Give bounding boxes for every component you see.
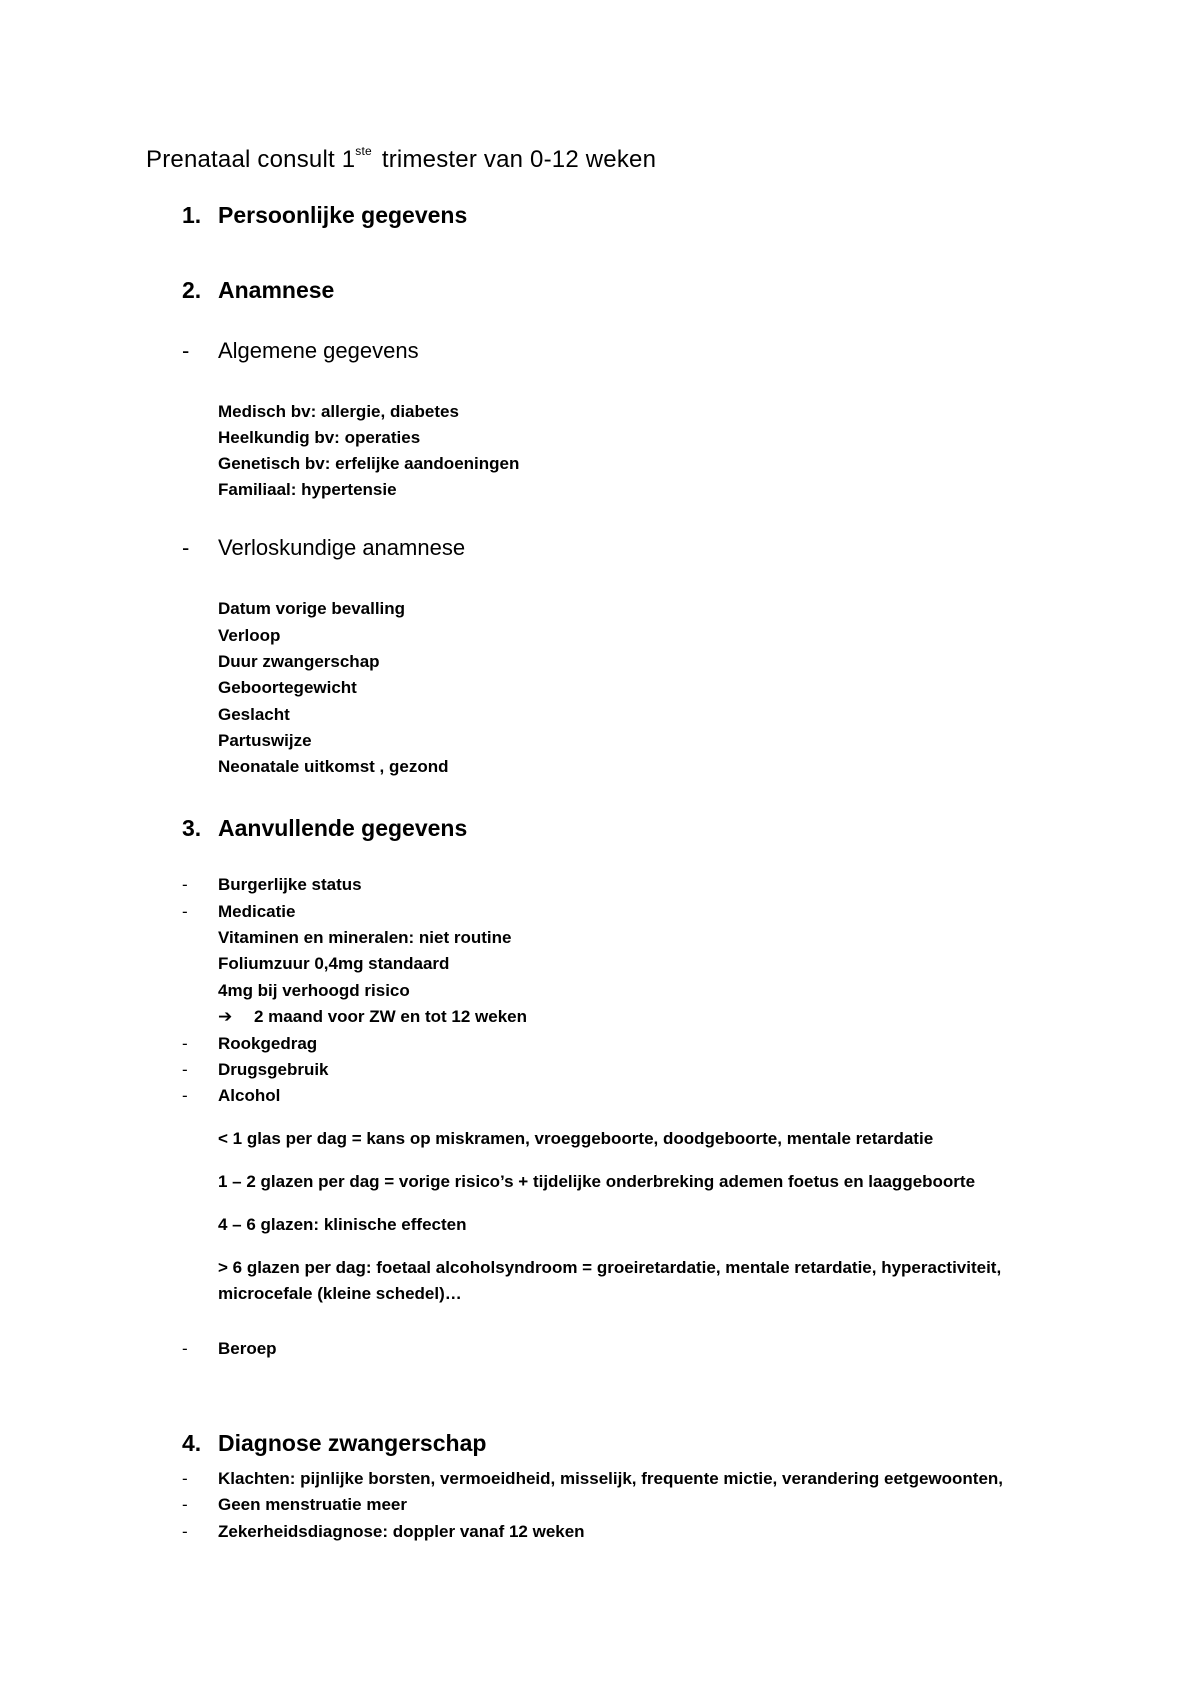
list-item-text: Beroep xyxy=(218,1339,277,1358)
list-item: Datum vorige bevalling xyxy=(218,599,406,618)
list-item: Heelkundig bv: operaties xyxy=(218,428,421,447)
section-number: 2. xyxy=(182,277,202,303)
list-dash: - xyxy=(182,1469,188,1488)
list-item-maand xyxy=(218,1007,527,1027)
section-number: 3. xyxy=(182,815,202,841)
list-item-risico: 4mg bij verhoogd risico xyxy=(218,981,410,1000)
list-item-text: 2 maand voor ZW en tot 12 weken xyxy=(254,1007,528,1026)
list-item-beroep xyxy=(182,1339,277,1359)
alcohol-note-3: 4 – 6 glazen: klinische effecten xyxy=(218,1215,467,1234)
list-item: Geslacht xyxy=(218,705,290,724)
alcohol-note-2: 1 – 2 glazen per dag = vorige risico’s + tijdelijke onderbreking ademen foetus en laaggeboorte xyxy=(218,1172,976,1191)
list-item-drugsgebruik xyxy=(182,1060,329,1080)
section-heading-2 xyxy=(182,277,334,304)
list-dash: - xyxy=(182,1060,188,1079)
subheading-label: Algemene gegevens xyxy=(218,338,419,363)
list-dash: - xyxy=(182,1034,188,1053)
section-heading-4 xyxy=(182,1430,486,1457)
list-item-medicatie xyxy=(182,902,295,922)
list-dash: - xyxy=(182,875,188,894)
alcohol-note-1: < 1 glas per dag = kans op miskramen, vroeggeboorte, doodgeboorte, mentale retardatie xyxy=(218,1129,934,1148)
arrow-right-icon: ➔ xyxy=(218,1007,233,1026)
list-item-text: Burgerlijke status xyxy=(218,875,362,894)
list-item-text: Zekerheidsdiagnose: doppler vanaf 12 weken xyxy=(218,1522,585,1541)
subheading-verloskundige xyxy=(182,535,465,561)
list-item: Neonatale uitkomst , gezond xyxy=(218,757,449,776)
list-dash: - xyxy=(182,902,188,921)
section-number: 1. xyxy=(182,202,202,228)
alcohol-note-4: > 6 glazen per dag: foetaal alcoholsyndroom = groeiretardatie, mentale retardatie, hyperactiviteit, xyxy=(218,1258,1002,1277)
list-item-burgerlijk xyxy=(182,875,362,895)
title-main: Prenataal consult 1 xyxy=(146,146,356,173)
section-number: 4. xyxy=(182,1430,202,1456)
list-item-alcohol xyxy=(182,1086,280,1106)
list-item: Duur zwangerschap xyxy=(218,652,380,671)
section-label: Anamnese xyxy=(218,277,335,303)
list-item-text: Drugsgebruik xyxy=(218,1060,329,1079)
subheading-label: Verloskundige anamnese xyxy=(218,535,466,560)
subheading-algemene xyxy=(182,338,419,364)
list-item-klachten xyxy=(182,1469,1003,1489)
list-item: Verloop xyxy=(218,626,281,645)
list-item-menstruatie xyxy=(182,1495,407,1515)
list-dash: - xyxy=(182,1339,188,1358)
list-item-vitaminen: Vitaminen en mineralen: niet routine xyxy=(218,928,512,947)
list-dash: - xyxy=(182,1495,188,1514)
list-item-text: Klachten: pijnlijke borsten, vermoeidheid, misselijk, frequente mictie, verandering eetgewoonten, xyxy=(218,1469,1004,1488)
list-dash: - xyxy=(182,1522,188,1541)
list-dash: - xyxy=(182,338,190,363)
list-item: Partuswijze xyxy=(218,731,312,750)
list-item-zekerheid xyxy=(182,1522,585,1542)
list-dash: - xyxy=(182,535,190,560)
page-title xyxy=(146,146,656,174)
list-item-text: Rookgedrag xyxy=(218,1034,318,1053)
section-label: Diagnose zwangerschap xyxy=(218,1430,487,1456)
list-item-rookgedrag xyxy=(182,1034,317,1054)
list-item-text: Medicatie xyxy=(218,902,296,921)
section-label: Persoonlijke gegevens xyxy=(218,202,468,228)
section-label: Aanvullende gegevens xyxy=(218,815,468,841)
list-item-text: Alcohol xyxy=(218,1086,281,1105)
list-item: Medisch bv: allergie, diabetes xyxy=(218,402,459,421)
section-heading-1 xyxy=(182,202,467,229)
section-heading-3 xyxy=(182,815,467,842)
alcohol-note-4-cont: microcefale (kleine schedel)… xyxy=(218,1284,462,1303)
list-item: Geboortegewicht xyxy=(218,678,357,697)
list-item: Familiaal: hypertensie xyxy=(218,480,397,499)
list-item: Genetisch bv: erfelijke aandoeningen xyxy=(218,454,520,473)
list-dash: - xyxy=(182,1086,188,1105)
list-item-foliumzuur: Foliumzuur 0,4mg standaard xyxy=(218,954,450,973)
title-rest: trimester van 0-12 weken xyxy=(381,146,657,173)
list-item-text: Geen menstruatie meer xyxy=(218,1495,407,1514)
title-superscript: ste xyxy=(355,144,372,158)
